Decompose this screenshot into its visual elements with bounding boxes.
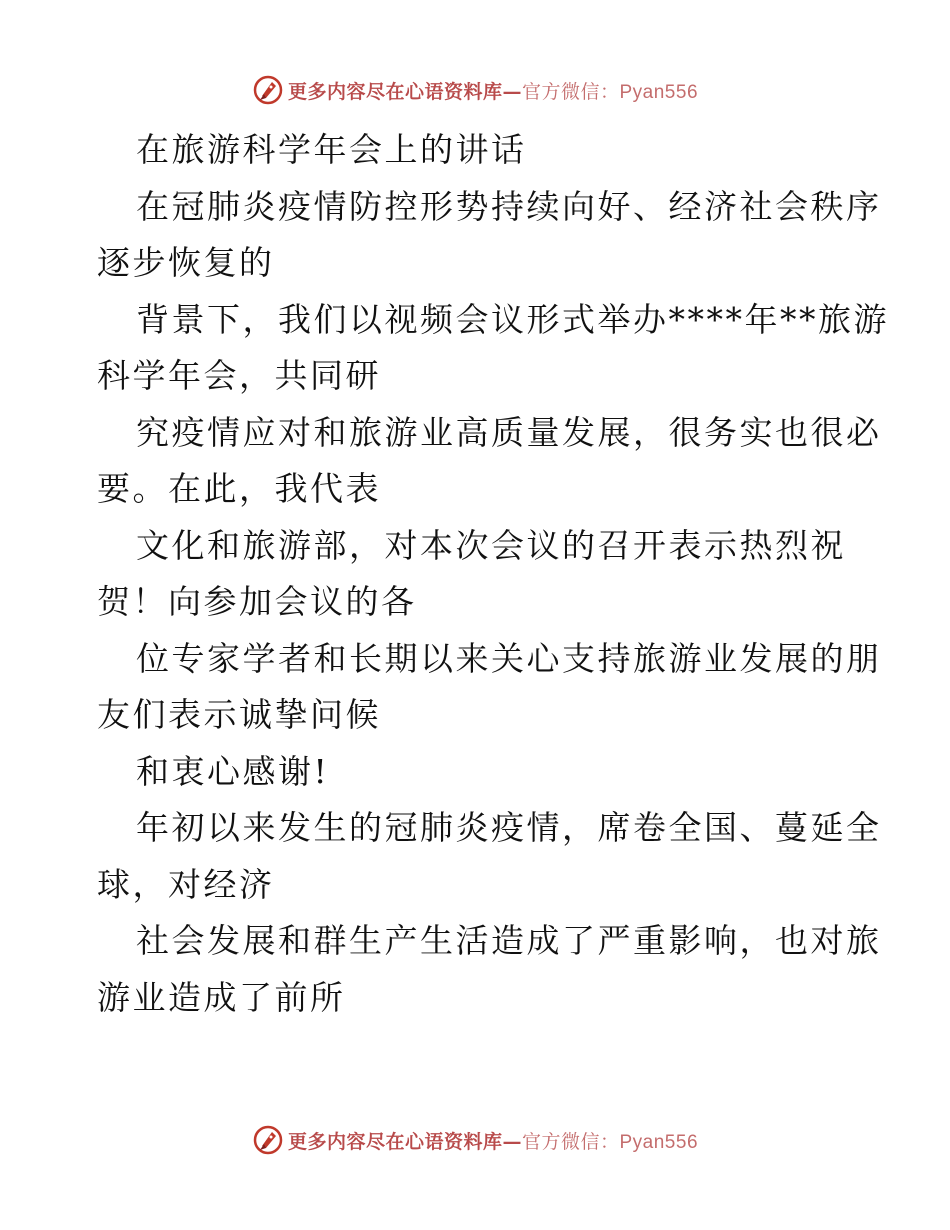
footer-text-id: Pyan556 <box>619 1131 699 1153</box>
header-text-wx: 官方微信： <box>521 80 620 103</box>
document-line: 文化和旅游部，对本次会议的召开表示热烈祝 <box>136 525 846 565</box>
document-line: 要。在此，我代表 <box>97 469 381 508</box>
footer-text-wx: 官方微信： <box>521 1130 620 1153</box>
footer-banner <box>0 1120 950 1160</box>
footer-banner-text <box>288 1127 698 1154</box>
header-text-main: 更多内容尽在心语资料库 <box>287 80 503 103</box>
header-banner <box>0 70 950 110</box>
pen-nib-logo-icon <box>252 1124 284 1156</box>
document-line: 贺！向参加会议的各 <box>97 582 417 621</box>
document-line: 游业造成了前所 <box>97 977 346 1017</box>
footer-banner-inner <box>252 1124 698 1156</box>
document-line: 背景下，我们以视频会议形式举办****年**旅游 <box>136 299 889 339</box>
document-line: 友们表示诚挚问候 <box>97 695 381 734</box>
document-line: 逐步恢复的 <box>97 243 275 282</box>
document-line: 球，对经济 <box>97 864 275 904</box>
header-text-id: Pyan556 <box>619 81 699 103</box>
header-text-dash: — <box>502 80 522 103</box>
header-banner-inner <box>252 74 698 106</box>
document-line: 社会发展和群生产生活造成了严重影响，也对旅 <box>136 921 882 960</box>
document-line: 在旅游科学年会上的讲话 <box>136 130 527 169</box>
document-line: 究疫情应对和旅游业高质量发展，很务实也很必 <box>136 412 882 452</box>
document-line: 科学年会，共同研 <box>97 356 381 395</box>
document-body <box>97 122 889 1026</box>
footer-text-dash: — <box>502 1130 522 1153</box>
pen-nib-logo-icon <box>252 74 284 106</box>
header-banner-text <box>288 77 698 104</box>
footer-text-main: 更多内容尽在心语资料库 <box>287 1130 503 1153</box>
document-line: 年初以来发生的冠肺炎疫情，席卷全国、蔓延全 <box>136 808 882 847</box>
document-line: 和衷心感谢! <box>136 751 330 791</box>
document-line: 在冠肺炎疫情防控形势持续向好、经济社会秩序 <box>136 186 882 226</box>
document-line: 位专家学者和长期以来关心支持旅游业发展的朋 <box>136 638 882 678</box>
